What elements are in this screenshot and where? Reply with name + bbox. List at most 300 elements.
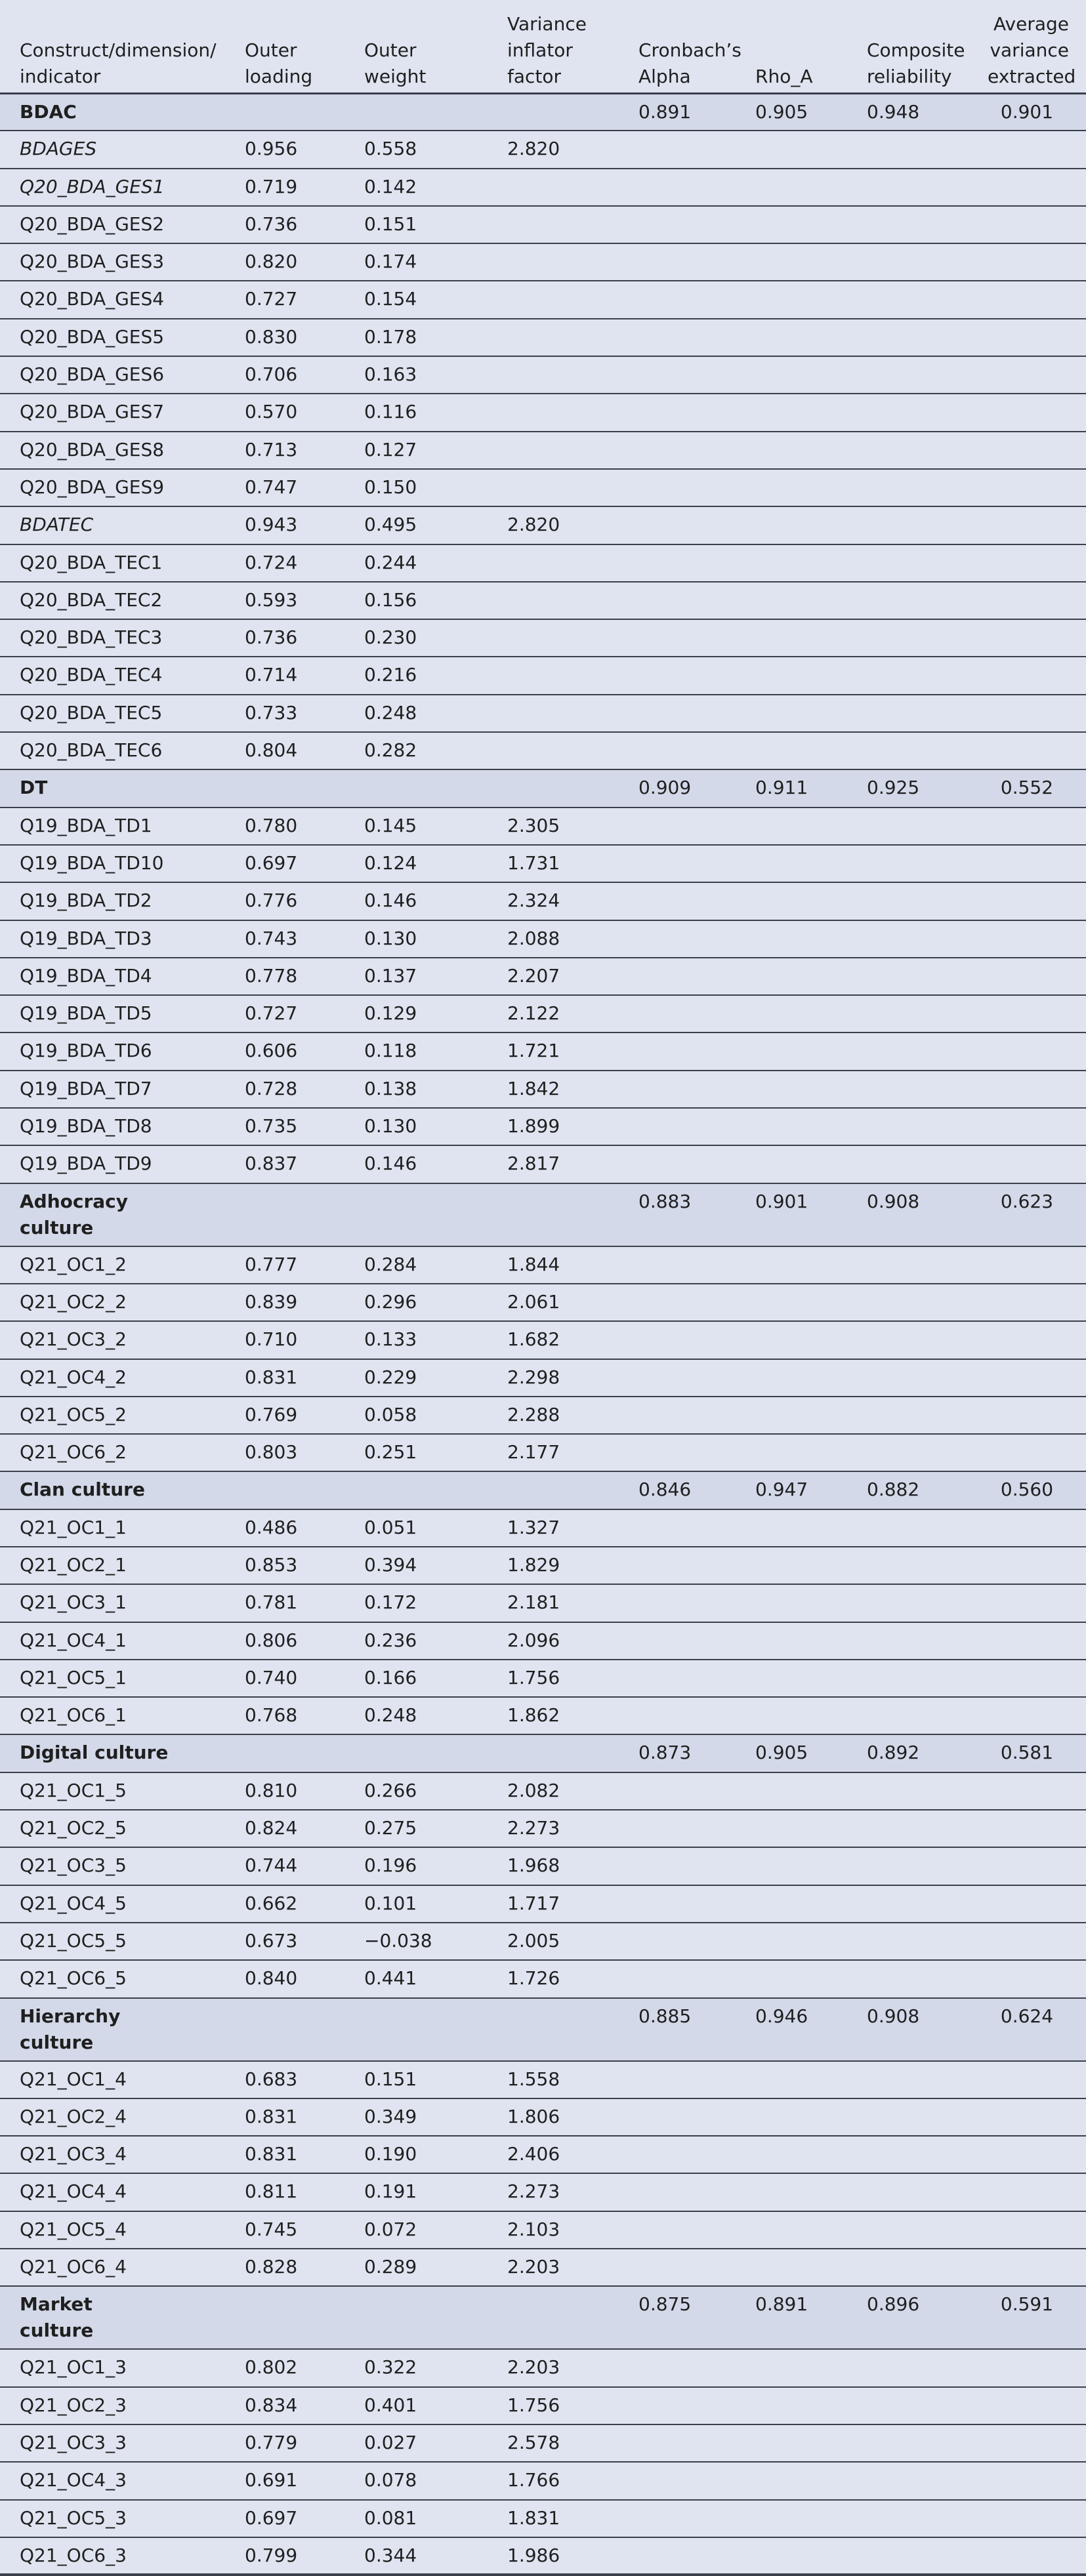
ave-cell	[968, 2387, 1086, 2424]
composite-reliability-cell	[847, 1145, 968, 1183]
composite-reliability-cell	[847, 1847, 968, 1885]
ave-cell	[968, 1509, 1086, 1547]
outer-weight-cell: 0.156	[345, 582, 488, 619]
ave-cell	[968, 657, 1086, 694]
outer-loading-cell: 0.662	[225, 1885, 345, 1923]
rho-a-cell	[736, 695, 847, 732]
composite-reliability-cell	[847, 2173, 968, 2211]
rho-a-cell	[736, 1660, 847, 1697]
ave-cell	[968, 695, 1086, 732]
vif-cell	[488, 432, 619, 469]
construct-row	[0, 769, 1086, 807]
outer-weight-cell: 0.127	[345, 432, 488, 469]
vif-cell: 2.005	[488, 1923, 619, 1960]
vif-cell: 1.806	[488, 2098, 619, 2136]
vif-cell	[488, 356, 619, 394]
composite-reliability-cell	[847, 2500, 968, 2537]
outer-loading-cell: 0.840	[225, 1960, 345, 1997]
outer-weight-cell: 0.146	[345, 882, 488, 920]
rho-a-cell	[736, 243, 847, 281]
outer-loading-cell: 0.728	[225, 1071, 345, 1108]
indicator-name-cell: Q21_OC5_1	[0, 1660, 225, 1697]
outer-weight-cell: 0.130	[345, 920, 488, 958]
outer-loading-cell: 0.804	[225, 732, 345, 769]
composite-reliability-cell	[847, 1071, 968, 1108]
ave-cell	[968, 1071, 1086, 1108]
col-header-outer-weight: Outer weight	[345, 0, 488, 93]
indicator-name-cell: Q19_BDA_TD6	[0, 1032, 225, 1070]
table-row	[0, 432, 1086, 469]
composite-reliability-cell	[847, 695, 968, 732]
ave-cell	[968, 356, 1086, 394]
vif-cell: 1.726	[488, 1960, 619, 1997]
table-row	[0, 1071, 1086, 1108]
cronbach-alpha-cell	[619, 695, 736, 732]
rho-a-cell	[736, 1584, 847, 1622]
table-row	[0, 2462, 1086, 2499]
col-header-vif: Variance inflator factor	[488, 0, 619, 93]
cronbach-alpha-cell	[619, 2424, 736, 2462]
composite-reliability-cell	[847, 920, 968, 958]
indicator-name-cell: Q20_BDA_GES7	[0, 394, 225, 431]
rho-a-cell	[736, 582, 847, 619]
rho-a-cell	[736, 1032, 847, 1070]
outer-loading-cell	[225, 1734, 345, 1772]
ave-cell	[968, 582, 1086, 619]
outer-weight-cell	[345, 769, 488, 807]
cronbach-alpha-cell	[619, 1697, 736, 1734]
outer-loading-cell: 0.820	[225, 243, 345, 281]
indicator-name-cell: Q20_BDA_GES8	[0, 432, 225, 469]
cronbach-alpha-cell: 0.875	[619, 2286, 736, 2349]
ave-cell	[968, 808, 1086, 845]
outer-weight-cell: 0.145	[345, 808, 488, 845]
ave-cell	[968, 1772, 1086, 1810]
outer-weight-cell: 0.495	[345, 506, 488, 544]
outer-loading-cell: 0.745	[225, 2211, 345, 2249]
cronbach-alpha-cell	[619, 2500, 736, 2537]
table-row	[0, 619, 1086, 657]
indicator-name-cell: Q20_BDA_TEC6	[0, 732, 225, 769]
outer-weight-cell	[345, 2286, 488, 2349]
indicator-name-cell: Q20_BDA_GES3	[0, 243, 225, 281]
vif-cell: 2.288	[488, 1397, 619, 1434]
indicator-name-cell: Q21_OC1_5	[0, 1772, 225, 1810]
rho-a-cell	[736, 1284, 847, 1321]
vif-cell: 1.327	[488, 1509, 619, 1547]
cronbach-alpha-cell	[619, 2173, 736, 2211]
rho-a-cell: 0.891	[736, 2286, 847, 2349]
ave-cell	[968, 1584, 1086, 1622]
rho-a-cell	[736, 1071, 847, 1108]
table-row	[0, 1960, 1086, 1997]
indicator-name-cell: Q21_OC6_4	[0, 2249, 225, 2286]
ave-cell	[968, 2211, 1086, 2249]
cronbach-alpha-cell	[619, 2136, 736, 2173]
rho-a-cell	[736, 2537, 847, 2575]
cronbach-alpha-cell	[619, 1923, 736, 1960]
outer-loading-cell: 0.799	[225, 2537, 345, 2575]
indicator-name-cell: Adhocracy culture	[0, 1183, 225, 1246]
vif-cell	[488, 394, 619, 431]
table-row	[0, 1772, 1086, 1810]
table-row	[0, 1246, 1086, 1284]
rho-a-cell	[736, 206, 847, 243]
vif-cell: 2.177	[488, 1434, 619, 1471]
vif-cell: 2.324	[488, 882, 619, 920]
vif-cell: 2.061	[488, 1284, 619, 1321]
indicator-name-cell: Q20_BDA_TEC5	[0, 695, 225, 732]
outer-loading-cell: 0.744	[225, 1847, 345, 1885]
composite-reliability-cell	[847, 1697, 968, 1734]
ave-cell	[968, 1321, 1086, 1359]
indicator-name-cell: Q20_BDA_TEC2	[0, 582, 225, 619]
indicator-name-cell: Q21_OC5_3	[0, 2500, 225, 2537]
composite-reliability-cell	[847, 657, 968, 694]
vif-cell: 1.756	[488, 1660, 619, 1697]
table-row	[0, 2500, 1086, 2537]
table-row	[0, 2173, 1086, 2211]
vif-cell	[488, 1734, 619, 1772]
rho-a-cell	[736, 1359, 847, 1397]
rho-a-cell: 0.901	[736, 1183, 847, 1246]
outer-weight-cell: 0.072	[345, 2211, 488, 2249]
composite-reliability-cell: 0.908	[847, 1998, 968, 2061]
indicator-name-cell: Q21_OC2_3	[0, 2387, 225, 2424]
composite-reliability-cell	[847, 995, 968, 1032]
outer-loading-cell: 0.768	[225, 1697, 345, 1734]
rho-a-cell	[736, 394, 847, 431]
indicator-name-cell: Q20_BDA_TEC3	[0, 619, 225, 657]
vif-cell: 2.578	[488, 2424, 619, 2462]
table-row	[0, 1032, 1086, 1070]
vif-cell: 2.406	[488, 2136, 619, 2173]
table-row	[0, 2136, 1086, 2173]
ave-cell	[968, 169, 1086, 206]
ave-cell	[968, 1246, 1086, 1284]
outer-loading-cell: 0.735	[225, 1108, 345, 1145]
outer-loading-cell: 0.811	[225, 2173, 345, 2211]
rho-a-cell	[736, 2500, 847, 2537]
rho-a-cell	[736, 1397, 847, 1434]
outer-loading-cell: 0.683	[225, 2061, 345, 2098]
cronbach-alpha-cell: 0.846	[619, 1471, 736, 1509]
ave-cell	[968, 1547, 1086, 1584]
outer-loading-cell: 0.743	[225, 920, 345, 958]
table-row	[0, 808, 1086, 845]
vif-cell: 1.968	[488, 1847, 619, 1885]
outer-loading-cell: 0.776	[225, 882, 345, 920]
ave-cell	[968, 1697, 1086, 1734]
composite-reliability-cell	[847, 2462, 968, 2499]
indicator-name-cell: Q19_BDA_TD9	[0, 1145, 225, 1183]
composite-reliability-cell	[847, 1885, 968, 1923]
cronbach-alpha-cell	[619, 206, 736, 243]
outer-weight-cell: 0.027	[345, 2424, 488, 2462]
composite-reliability-cell	[847, 1772, 968, 1810]
vif-cell	[488, 695, 619, 732]
table-header	[0, 0, 1086, 93]
construct-row	[0, 1998, 1086, 2061]
ave-cell	[968, 2349, 1086, 2386]
outer-loading-cell: 0.727	[225, 281, 345, 318]
outer-weight-cell: 0.322	[345, 2349, 488, 2386]
vif-cell: 1.756	[488, 2387, 619, 2424]
cronbach-alpha-cell	[619, 169, 736, 206]
rho-a-cell	[736, 732, 847, 769]
ave-cell	[968, 1434, 1086, 1471]
rho-a-cell	[736, 1547, 847, 1584]
rho-a-cell	[736, 131, 847, 168]
indicator-name-cell: Q19_BDA_TD8	[0, 1108, 225, 1145]
outer-loading-cell	[225, 93, 345, 131]
table-row	[0, 920, 1086, 958]
ave-cell	[968, 845, 1086, 882]
outer-loading-cell	[225, 769, 345, 807]
vif-cell: 2.096	[488, 1622, 619, 1660]
vif-cell: 2.820	[488, 131, 619, 168]
rho-a-cell	[736, 1697, 847, 1734]
outer-weight-cell: 0.236	[345, 1622, 488, 1660]
cronbach-alpha-cell	[619, 243, 736, 281]
composite-reliability-cell	[847, 808, 968, 845]
indicator-name-cell: Q21_OC4_3	[0, 2462, 225, 2499]
composite-reliability-cell	[847, 582, 968, 619]
vif-cell: 1.558	[488, 2061, 619, 2098]
cronbach-alpha-cell	[619, 1885, 736, 1923]
outer-weight-cell: −0.038	[345, 1923, 488, 1960]
cronbach-alpha-cell	[619, 319, 736, 356]
outer-weight-cell: 0.289	[345, 2249, 488, 2286]
ave-cell: 0.623	[968, 1183, 1086, 1246]
vif-cell	[488, 469, 619, 506]
table-row	[0, 2537, 1086, 2575]
rho-a-cell	[736, 619, 847, 657]
composite-reliability-cell: 0.925	[847, 769, 968, 807]
cronbach-alpha-cell	[619, 2537, 736, 2575]
outer-loading-cell: 0.828	[225, 2249, 345, 2286]
construct-row	[0, 1471, 1086, 1509]
outer-weight-cell: 0.296	[345, 1284, 488, 1321]
outer-loading-cell: 0.834	[225, 2387, 345, 2424]
vif-cell: 2.273	[488, 2173, 619, 2211]
outer-loading-cell: 0.779	[225, 2424, 345, 2462]
outer-weight-cell: 0.216	[345, 657, 488, 694]
outer-loading-cell: 0.831	[225, 2136, 345, 2173]
vif-cell: 1.862	[488, 1697, 619, 1734]
outer-weight-cell: 0.078	[345, 2462, 488, 2499]
ave-cell	[968, 1660, 1086, 1697]
indicator-name-cell: DT	[0, 769, 225, 807]
vif-cell: 2.203	[488, 2349, 619, 2386]
vif-cell	[488, 206, 619, 243]
table-row	[0, 845, 1086, 882]
table-row	[0, 206, 1086, 243]
cronbach-alpha-cell: 0.873	[619, 1734, 736, 1772]
outer-loading-cell: 0.831	[225, 2098, 345, 2136]
table-row	[0, 2061, 1086, 2098]
outer-weight-cell	[345, 1734, 488, 1772]
outer-weight-cell: 0.284	[345, 1246, 488, 1284]
table-row	[0, 506, 1086, 544]
cronbach-alpha-cell	[619, 506, 736, 544]
rho-a-cell	[736, 356, 847, 394]
outer-weight-cell: 0.441	[345, 1960, 488, 1997]
ave-cell	[968, 2462, 1086, 2499]
ave-cell	[968, 1810, 1086, 1847]
vif-cell: 2.820	[488, 506, 619, 544]
vif-cell: 2.203	[488, 2249, 619, 2286]
vif-cell: 2.082	[488, 1772, 619, 1810]
cronbach-alpha-cell	[619, 1359, 736, 1397]
outer-loading-cell: 0.673	[225, 1923, 345, 1960]
rho-a-cell	[736, 432, 847, 469]
cronbach-alpha-cell: 0.891	[619, 93, 736, 131]
rho-a-cell: 0.947	[736, 1471, 847, 1509]
composite-reliability-cell	[847, 2537, 968, 2575]
table-row	[0, 1622, 1086, 1660]
ave-cell: 0.901	[968, 93, 1086, 131]
outer-weight-cell: 0.275	[345, 1810, 488, 1847]
table-row	[0, 1584, 1086, 1622]
outer-weight-cell: 0.349	[345, 2098, 488, 2136]
indicator-name-cell: Q21_OC6_5	[0, 1960, 225, 1997]
ave-cell	[968, 2061, 1086, 2098]
outer-weight-cell: 0.129	[345, 995, 488, 1032]
vif-cell: 1.899	[488, 1108, 619, 1145]
rho-a-cell	[736, 1885, 847, 1923]
vif-cell: 1.842	[488, 1071, 619, 1108]
table-row	[0, 469, 1086, 506]
composite-reliability-cell	[847, 1660, 968, 1697]
ave-cell	[968, 1108, 1086, 1145]
outer-weight-cell: 0.101	[345, 1885, 488, 1923]
cronbach-alpha-cell	[619, 1810, 736, 1847]
cronbach-alpha-cell	[619, 657, 736, 694]
col-header-rho-a: Rho_A	[736, 0, 847, 93]
outer-weight-cell: 0.172	[345, 1584, 488, 1622]
outer-weight-cell: 0.248	[345, 695, 488, 732]
cronbach-alpha-cell: 0.909	[619, 769, 736, 807]
table-row	[0, 1321, 1086, 1359]
table-row	[0, 2349, 1086, 2386]
rho-a-cell	[736, 169, 847, 206]
ave-cell: 0.552	[968, 769, 1086, 807]
vif-cell	[488, 2286, 619, 2349]
indicator-name-cell: Hierarchy culture	[0, 1998, 225, 2061]
cronbach-alpha-cell	[619, 281, 736, 318]
rho-a-cell	[736, 958, 847, 995]
outer-loading-cell: 0.956	[225, 131, 345, 168]
indicator-name-cell: Q21_OC3_5	[0, 1847, 225, 1885]
table-row	[0, 281, 1086, 318]
composite-reliability-cell	[847, 958, 968, 995]
composite-reliability-cell	[847, 432, 968, 469]
vif-cell: 2.103	[488, 2211, 619, 2249]
cronbach-alpha-cell	[619, 2098, 736, 2136]
vif-cell	[488, 544, 619, 582]
outer-weight-cell: 0.178	[345, 319, 488, 356]
vif-cell: 2.088	[488, 920, 619, 958]
outer-weight-cell: 0.401	[345, 2387, 488, 2424]
ave-cell	[968, 1923, 1086, 1960]
outer-weight-cell: 0.118	[345, 1032, 488, 1070]
indicator-name-cell: Clan culture	[0, 1471, 225, 1509]
vif-cell	[488, 732, 619, 769]
composite-reliability-cell	[847, 2136, 968, 2173]
ave-cell	[968, 1622, 1086, 1660]
col-header-ave: Average variance extracted	[968, 0, 1086, 93]
outer-weight-cell: 0.282	[345, 732, 488, 769]
vif-cell	[488, 1471, 619, 1509]
table-row	[0, 1697, 1086, 1734]
cronbach-alpha-cell	[619, 1284, 736, 1321]
vif-cell	[488, 1183, 619, 1246]
composite-reliability-cell	[847, 356, 968, 394]
cronbach-alpha-cell	[619, 1622, 736, 1660]
outer-loading-cell: 0.781	[225, 1584, 345, 1622]
outer-weight-cell: 0.150	[345, 469, 488, 506]
rho-a-cell: 0.905	[736, 1734, 847, 1772]
table-row	[0, 657, 1086, 694]
outer-loading-cell: 0.727	[225, 995, 345, 1032]
table-body	[0, 93, 1086, 2575]
indicator-name-cell: Q19_BDA_TD10	[0, 845, 225, 882]
table-row	[0, 2211, 1086, 2249]
outer-weight-cell: 0.151	[345, 206, 488, 243]
cronbach-alpha-cell	[619, 544, 736, 582]
rho-a-cell	[736, 2098, 847, 2136]
ave-cell	[968, 243, 1086, 281]
indicator-name-cell: BDAC	[0, 93, 225, 131]
composite-reliability-cell	[847, 319, 968, 356]
vif-cell: 1.829	[488, 1547, 619, 1584]
rho-a-cell: 0.911	[736, 769, 847, 807]
indicator-name-cell: Q21_OC2_5	[0, 1810, 225, 1847]
outer-weight-cell: 0.142	[345, 169, 488, 206]
outer-loading-cell: 0.810	[225, 1772, 345, 1810]
cronbach-alpha-cell	[619, 1032, 736, 1070]
outer-loading-cell: 0.724	[225, 544, 345, 582]
outer-loading-cell: 0.740	[225, 1660, 345, 1697]
cronbach-alpha-cell	[619, 920, 736, 958]
cronbach-alpha-cell	[619, 845, 736, 882]
outer-weight-cell: 0.191	[345, 2173, 488, 2211]
outer-weight-cell	[345, 1183, 488, 1246]
rho-a-cell	[736, 544, 847, 582]
outer-weight-cell: 0.116	[345, 394, 488, 431]
indicator-name-cell: BDAGES	[0, 131, 225, 168]
composite-reliability-cell	[847, 1960, 968, 1997]
vif-cell	[488, 169, 619, 206]
composite-reliability-cell	[847, 544, 968, 582]
ave-cell	[968, 2173, 1086, 2211]
composite-reliability-cell	[847, 1397, 968, 1434]
composite-reliability-cell	[847, 1434, 968, 1471]
vif-cell: 1.766	[488, 2462, 619, 2499]
cronbach-alpha-cell	[619, 1246, 736, 1284]
outer-loading-cell: 0.747	[225, 469, 345, 506]
composite-reliability-cell	[847, 2249, 968, 2286]
outer-loading-cell: 0.706	[225, 356, 345, 394]
rho-a-cell	[736, 1772, 847, 1810]
cronbach-alpha-cell	[619, 619, 736, 657]
ave-cell	[968, 619, 1086, 657]
outer-loading-cell: 0.733	[225, 695, 345, 732]
cronbach-alpha-cell	[619, 1071, 736, 1108]
table-row	[0, 2098, 1086, 2136]
ave-cell	[968, 2537, 1086, 2575]
